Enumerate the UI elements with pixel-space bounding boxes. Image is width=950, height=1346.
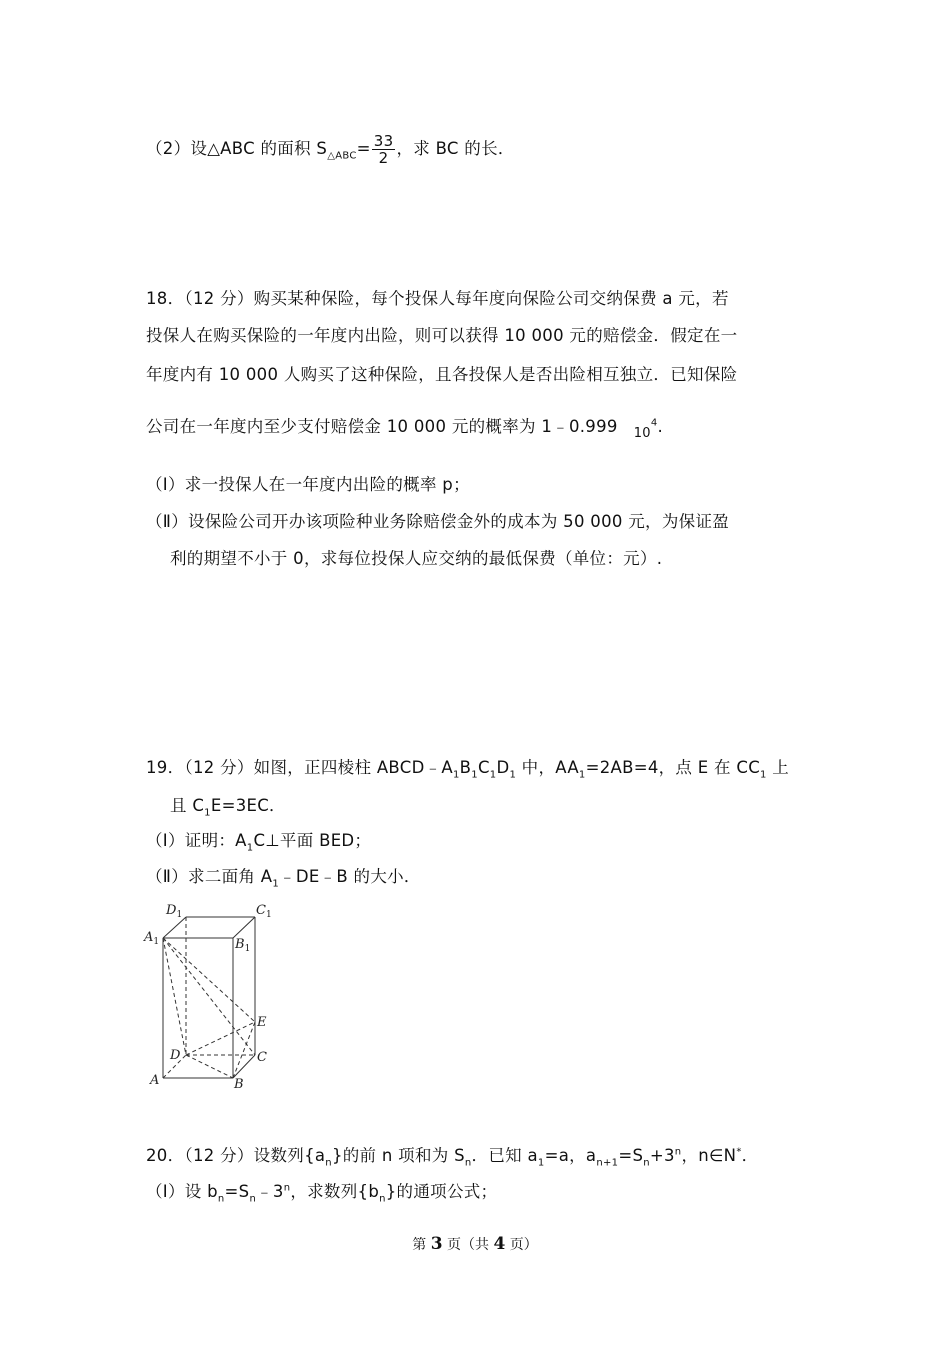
- edge-de: [186, 1022, 255, 1055]
- q19-p2a: （Ⅱ）求二面角 A: [146, 867, 273, 886]
- edge-b1c1: [233, 917, 255, 938]
- q17-fraction: [372, 133, 396, 166]
- q19-sub: 1: [760, 769, 767, 781]
- q20-l1g: ，n∈N: [681, 1146, 737, 1165]
- q19-sub: 1: [471, 769, 478, 781]
- q18-part2-line1: （Ⅱ）设保险公司开办该项险种业务除赔偿金外的成本为 50 000 元，为保证盈: [146, 512, 730, 531]
- q20-sub-n: n: [464, 1157, 472, 1169]
- label-c1: $C_1$: [256, 903, 272, 920]
- q19-l1b: B: [459, 758, 472, 777]
- footer-b: 页（共: [442, 1237, 494, 1253]
- footer-total-pages: 4: [493, 1234, 506, 1254]
- q17-text-suffix: ，求 BC 的长．: [396, 139, 515, 158]
- q20-sub-n: n: [217, 1193, 225, 1205]
- q19-l2b: E=3EC．: [210, 796, 286, 815]
- q20-l1a: 20．（12 分）设数列{a: [146, 1146, 326, 1165]
- q17-part2: [146, 133, 515, 166]
- q18-line4-suffix: .: [657, 417, 664, 436]
- q18-line1: 18．（12 分）购买某种保险，每个投保人每年度向保险公司交纳保费 a 元，若: [146, 289, 729, 308]
- q20-l1b: }的前 n 项和为 S: [331, 1146, 465, 1165]
- page-footer: [0, 1234, 950, 1254]
- q19-line2: [170, 795, 286, 817]
- q19-l1f: =2AB=4，点 E 在 CC: [585, 758, 761, 777]
- q19-l1a: 19．（12 分）如图，正四棱柱 ABCD﹣A: [146, 758, 453, 777]
- label-e: E: [257, 1015, 267, 1030]
- prism-figure: [140, 900, 280, 1090]
- q20-sub-n: n: [325, 1157, 332, 1169]
- q20-l1f: +3: [649, 1146, 675, 1165]
- q18-line3: 年度内有 10 000 人购买了这种保险，且各投保人是否出险相互独立．已知保险: [146, 365, 738, 384]
- q17-frac-den: 2: [378, 149, 389, 167]
- q18-part2-line2: 利的期望不小于 0，求每位投保人应交纳的最低保费（单位：元）.: [170, 549, 663, 568]
- q20-sub-1: 1: [537, 1157, 545, 1169]
- q19-l1d: D: [496, 758, 510, 777]
- edge-a1d1: [163, 917, 186, 938]
- q20-sup-n: n: [674, 1146, 682, 1158]
- q20-part1: [146, 1181, 497, 1203]
- prism-diagram: [140, 900, 280, 1090]
- q19-l1c: C: [477, 758, 490, 777]
- q20-l1h: ．: [741, 1146, 759, 1165]
- q20-p1e: }的通项公式；: [385, 1182, 498, 1201]
- label-b1: $B_1$: [235, 937, 251, 954]
- q19-p1b: C⊥平面 BED；: [253, 831, 372, 850]
- q19-p2b: ﹣DE﹣B 的大小．: [279, 867, 421, 886]
- q17-frac-num: 33: [373, 132, 394, 150]
- q20-p1b: =S: [224, 1182, 250, 1201]
- q18-line2: 投保人在购买保险的一年度内出险，则可以获得 10 000 元的赔偿金．假定在一: [146, 326, 738, 345]
- footer-c: 页）: [505, 1237, 538, 1253]
- q17-text-prefix: （2）设△ABC 的面积 S: [146, 139, 328, 158]
- label-a1: $A_1$: [144, 930, 160, 947]
- edge-db: [186, 1055, 233, 1078]
- q17-subscript: △ABC: [327, 150, 357, 162]
- label-b: B: [234, 1077, 244, 1090]
- label-d: D: [170, 1048, 181, 1063]
- q19-sub: 1: [452, 769, 460, 781]
- q20-line1: [146, 1145, 758, 1167]
- q19-line1: [146, 757, 789, 779]
- q20-l1d: =a，a: [544, 1146, 597, 1165]
- q20-p1c: ﹣3: [256, 1182, 284, 1201]
- q20-sub-n: n: [249, 1193, 257, 1205]
- q19-sub: 1: [272, 878, 280, 890]
- q20-l1c: ．已知 a: [471, 1146, 538, 1165]
- label-a: A: [150, 1073, 160, 1088]
- q19-part1: [146, 830, 371, 852]
- q18-exp-base: 10: [633, 426, 651, 441]
- q20-sup-star: *: [736, 1146, 742, 1158]
- q20-sup-n: n: [283, 1182, 291, 1194]
- q20-sub-n: n: [379, 1193, 386, 1205]
- q19-sub: 1: [489, 769, 497, 781]
- edge-a1d: [163, 938, 186, 1055]
- q19-p1a: （Ⅰ）证明：A: [146, 831, 247, 850]
- footer-a: 第: [412, 1237, 431, 1253]
- q18-part1: （Ⅰ）求一投保人在一年度内出险的概率 p；: [146, 475, 470, 494]
- footer-page-number: 3: [430, 1234, 443, 1254]
- edge-a1c: [163, 938, 255, 1055]
- q20-p1a: （Ⅰ）设 b: [146, 1182, 218, 1201]
- q17-equals: =: [356, 139, 371, 158]
- q19-l2a: 且 C: [170, 796, 205, 815]
- q19-sub: 1: [204, 807, 211, 819]
- q19-l1e: 中，AA: [516, 758, 579, 777]
- label-d1: $D_1$: [166, 903, 183, 920]
- q20-sub-n: n: [643, 1157, 650, 1169]
- q19-sub: 1: [578, 769, 586, 781]
- q19-part2: [146, 866, 421, 888]
- q20-l1e: =S: [618, 1146, 644, 1165]
- q18-line4-prefix: 公司在一年度内至少支付赔偿金 10 000 元的概率为 1﹣0.999: [146, 417, 618, 436]
- q19-sub: 1: [509, 769, 517, 781]
- q18-line4: [146, 416, 663, 440]
- q18-exp-sup: 4: [650, 417, 658, 429]
- q19-l1g: 上: [766, 758, 790, 777]
- edge-bc: [233, 1055, 255, 1078]
- q20-sub-n1: n+1: [596, 1157, 619, 1169]
- q19-sub: 1: [246, 842, 254, 854]
- label-c: C: [257, 1050, 267, 1065]
- q20-p1d: ，求数列{b: [290, 1182, 380, 1201]
